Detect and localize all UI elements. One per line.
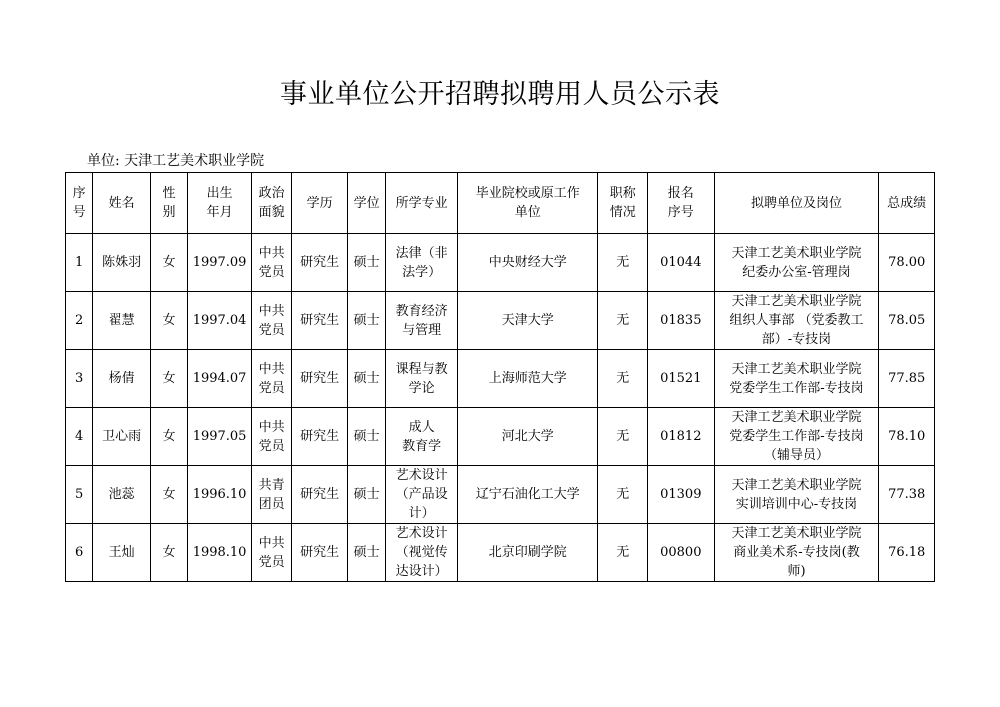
cell-political: 中共 党员 xyxy=(251,292,291,350)
cell-birth: 1997.05 xyxy=(188,408,252,466)
unit-label: 单位: 天津工艺美术职业学院 xyxy=(87,153,265,169)
cell-school: 辽宁石油化工大学 xyxy=(458,466,598,524)
cell-education: 研究生 xyxy=(292,292,348,350)
cell-school: 河北大学 xyxy=(458,408,598,466)
header-gender: 性 别 xyxy=(150,173,187,234)
cell-birth: 1997.09 xyxy=(188,234,252,292)
table-row xyxy=(66,408,935,466)
cell-seq: 5 xyxy=(66,466,93,524)
cell-major: 成人 教育学 xyxy=(386,408,458,466)
cell-education: 研究生 xyxy=(292,350,348,408)
cell-position: 天津工艺美术职业学院 实训培训中心-专技岗 xyxy=(714,466,879,524)
header-birth: 出生 年月 xyxy=(188,173,252,234)
cell-reg-no: 01521 xyxy=(647,350,714,408)
cell-gender: 女 xyxy=(150,466,187,524)
cell-score: 78.10 xyxy=(879,408,935,466)
header-seq: 序 号 xyxy=(66,173,93,234)
cell-title-status: 无 xyxy=(598,466,648,524)
cell-score: 78.05 xyxy=(879,292,935,350)
cell-political: 共青 团员 xyxy=(251,466,291,524)
cell-name: 卫心雨 xyxy=(93,408,151,466)
cell-reg-no: 01812 xyxy=(647,408,714,466)
cell-position: 天津工艺美术职业学院 纪委办公室-管理岗 xyxy=(714,234,879,292)
cell-degree: 硕士 xyxy=(347,234,385,292)
table-row xyxy=(66,466,935,524)
cell-gender: 女 xyxy=(150,408,187,466)
table-header-row xyxy=(66,173,935,234)
cell-name: 池蕊 xyxy=(93,466,151,524)
header-education: 学历 xyxy=(292,173,348,234)
cell-education: 研究生 xyxy=(292,466,348,524)
cell-position: 天津工艺美术职业学院 党委学生工作部-专技岗 （辅导员） xyxy=(714,408,879,466)
cell-major: 艺术设计 （产品设 计） xyxy=(386,466,458,524)
cell-gender: 女 xyxy=(150,524,187,582)
header-title-status: 职称 情况 xyxy=(598,173,648,234)
candidates-table xyxy=(65,172,935,582)
cell-school: 中央财经大学 xyxy=(458,234,598,292)
cell-position: 天津工艺美术职业学院 党委学生工作部-专技岗 xyxy=(714,350,879,408)
cell-birth: 1997.04 xyxy=(188,292,252,350)
cell-title-status: 无 xyxy=(598,408,648,466)
header-position: 拟聘单位及岗位 xyxy=(714,173,879,234)
cell-gender: 女 xyxy=(150,234,187,292)
header-name: 姓名 xyxy=(93,173,151,234)
table-row xyxy=(66,234,935,292)
header-major: 所学专业 xyxy=(386,173,458,234)
header-political: 政治 面貌 xyxy=(251,173,291,234)
cell-birth: 1998.10 xyxy=(188,524,252,582)
cell-title-status: 无 xyxy=(598,524,648,582)
cell-political: 中共 党员 xyxy=(251,234,291,292)
cell-major: 课程与教 学论 xyxy=(386,350,458,408)
cell-score: 76.18 xyxy=(879,524,935,582)
cell-score: 77.38 xyxy=(879,466,935,524)
cell-title-status: 无 xyxy=(598,234,648,292)
cell-score: 78.00 xyxy=(879,234,935,292)
cell-seq: 2 xyxy=(66,292,93,350)
cell-title-status: 无 xyxy=(598,350,648,408)
cell-major: 艺术设计 （视觉传 达设计） xyxy=(386,524,458,582)
cell-seq: 3 xyxy=(66,350,93,408)
cell-education: 研究生 xyxy=(292,234,348,292)
cell-name: 陈姝羽 xyxy=(93,234,151,292)
cell-gender: 女 xyxy=(150,292,187,350)
header-school: 毕业院校或原工作 单位 xyxy=(458,173,598,234)
cell-reg-no: 01309 xyxy=(647,466,714,524)
cell-degree: 硕士 xyxy=(347,524,385,582)
cell-position: 天津工艺美术职业学院 商业美术系-专技岗(教 师) xyxy=(714,524,879,582)
cell-education: 研究生 xyxy=(292,524,348,582)
cell-school: 天津大学 xyxy=(458,292,598,350)
cell-score: 77.85 xyxy=(879,350,935,408)
cell-gender: 女 xyxy=(150,350,187,408)
cell-reg-no: 00800 xyxy=(647,524,714,582)
cell-seq: 1 xyxy=(66,234,93,292)
page-title: 事业单位公开招聘拟聘用人员公示表 xyxy=(280,79,720,110)
header-reg-no: 报名 序号 xyxy=(647,173,714,234)
header-degree: 学位 xyxy=(347,173,385,234)
cell-birth: 1994.07 xyxy=(188,350,252,408)
cell-seq: 6 xyxy=(66,524,93,582)
cell-school: 北京印刷学院 xyxy=(458,524,598,582)
cell-birth: 1996.10 xyxy=(188,466,252,524)
cell-reg-no: 01835 xyxy=(647,292,714,350)
cell-seq: 4 xyxy=(66,408,93,466)
cell-political: 中共 党员 xyxy=(251,524,291,582)
table-row xyxy=(66,524,935,582)
cell-name: 王灿 xyxy=(93,524,151,582)
cell-school: 上海师范大学 xyxy=(458,350,598,408)
header-score: 总成绩 xyxy=(879,173,935,234)
cell-major: 法律（非 法学） xyxy=(386,234,458,292)
table-row xyxy=(66,350,935,408)
table-row xyxy=(66,292,935,350)
table-body xyxy=(66,234,935,582)
cell-political: 中共 党员 xyxy=(251,408,291,466)
cell-position: 天津工艺美术职业学院 组织人事部 （党委教工 部）-专技岗 xyxy=(714,292,879,350)
cell-degree: 硕士 xyxy=(347,350,385,408)
cell-major: 教育经济 与管理 xyxy=(386,292,458,350)
cell-degree: 硕士 xyxy=(347,466,385,524)
cell-degree: 硕士 xyxy=(347,408,385,466)
cell-title-status: 无 xyxy=(598,292,648,350)
cell-degree: 硕士 xyxy=(347,292,385,350)
cell-name: 杨倩 xyxy=(93,350,151,408)
cell-reg-no: 01044 xyxy=(647,234,714,292)
cell-name: 翟慧 xyxy=(93,292,151,350)
cell-education: 研究生 xyxy=(292,408,348,466)
cell-political: 中共 党员 xyxy=(251,350,291,408)
